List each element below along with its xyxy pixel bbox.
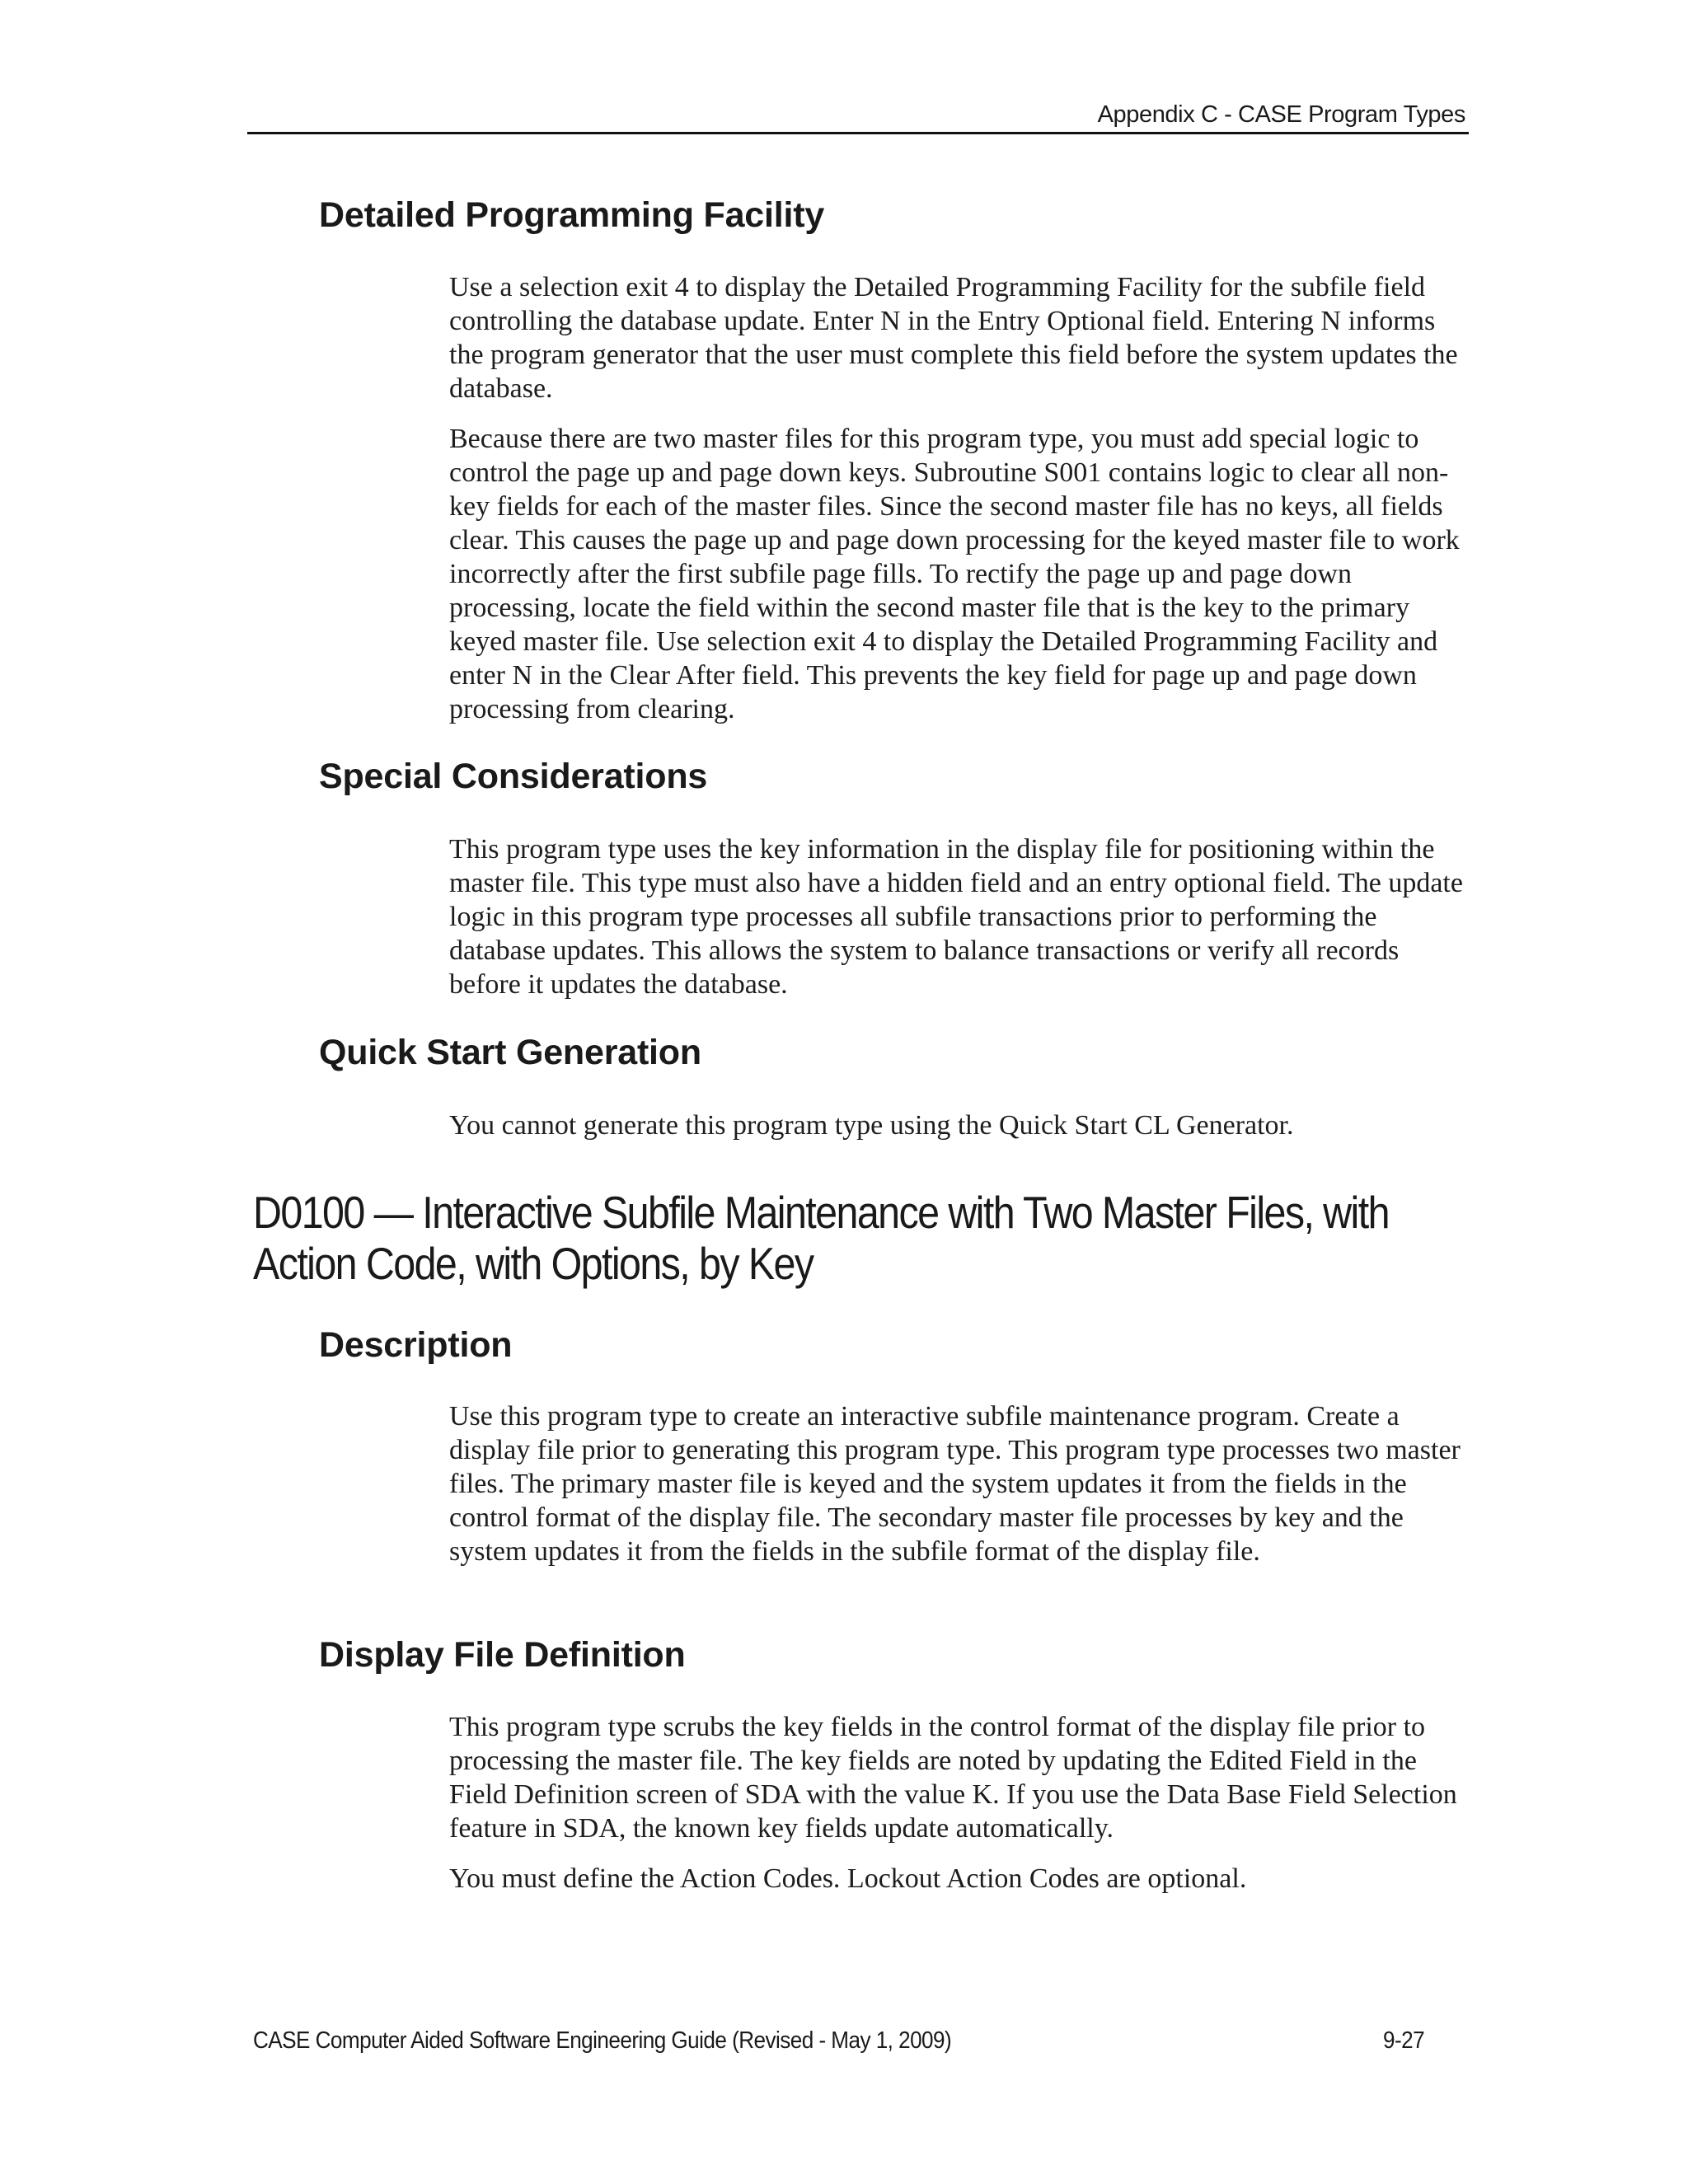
paragraph: Use this program type to create an interactive subfile maintenance program. Create a display file prior to generating this program type. This program type processes two master files. The primary master file is keyed and the system updates it from the fields in the control format of the display file. The secondary master file processes by key and the system updates it from the fields in the subfile format of the display file. <box>449 1401 1461 1567</box>
heading-quick-start-generation: Quick Start Generation <box>319 1033 701 1072</box>
paragraph: You cannot generate this program type using the Quick Start CL Generator. <box>449 1110 1294 1141</box>
detailed-programming-body <box>449 270 1471 743</box>
paragraph: You must define the Action Codes. Lockout Action Codes are optional. <box>449 1863 1247 1894</box>
paragraph: Use a selection exit 4 to display the Detailed Programming Facility for the subfile field controlling the database update. Enter N in the Entry Optional field. Entering N informs the program generator that the user must complete this field before the system updates the database. <box>449 272 1458 404</box>
display-file-definition-body <box>449 1710 1471 1912</box>
heading-detailed-programming-facility: Detailed Programming Facility <box>319 195 825 235</box>
program-type-title-line-1: D0100 — Interactive Subfile Maintenance with Two Master Files, with <box>253 1187 1389 1238</box>
program-type-title <box>253 1187 1389 1289</box>
heading-description: Description <box>319 1325 513 1365</box>
paragraph: This program type scrubs the key fields in the control format of the display file prior to processing the master file. The key fields are noted by updating the Edited Field in the Field Definition screen of SDA with the value K. If you use the Data Base Field Selection feature in SDA, the known key fields update automatically. <box>449 1712 1457 1844</box>
paragraph: This program type uses the key information in the display file for positioning within the master file. This type must also have a hidden field and an entry optional field. The update logic in this program type processes all subfile transactions prior to performing the database updates. This allows the system to balance transactions or verify all records before it updates the database. <box>449 834 1463 1000</box>
description-body <box>449 1399 1471 1585</box>
running-header <box>247 97 1469 134</box>
heading-special-considerations: Special Considerations <box>319 757 708 796</box>
running-header-text: Appendix C - CASE Program Types <box>1097 101 1465 128</box>
footer-page-number: 9-27 <box>1383 2027 1425 2054</box>
heading-display-file-definition: Display File Definition <box>319 1635 686 1675</box>
program-type-title-line-2: Action Code, with Options, by Key <box>253 1238 814 1289</box>
special-considerations-body <box>449 832 1471 1018</box>
footer-guide-title: CASE Computer Aided Software Engineering Guide (Revised - May 1, 2009) <box>253 2027 952 2054</box>
quick-start-body <box>449 1108 1471 1159</box>
paragraph: Because there are two master files for this program type, you must add special logic to control the page up and page down keys. Subroutine S001 contains logic to clear all non-key fields for each of the master files. Since the second master file has no keys, all fields clear. This causes the page up and page down processing for the keyed master file to work incorrectly after the first subfile page fills. To rectify the page up and page down processing, locate the field within the second master file that is the key to the primary keyed master file. Use selection exit 4 to display the Detailed Programming Facility and enter N in the Clear After field. This prevents the key field for page up and page down processing from clearing. <box>449 424 1460 724</box>
